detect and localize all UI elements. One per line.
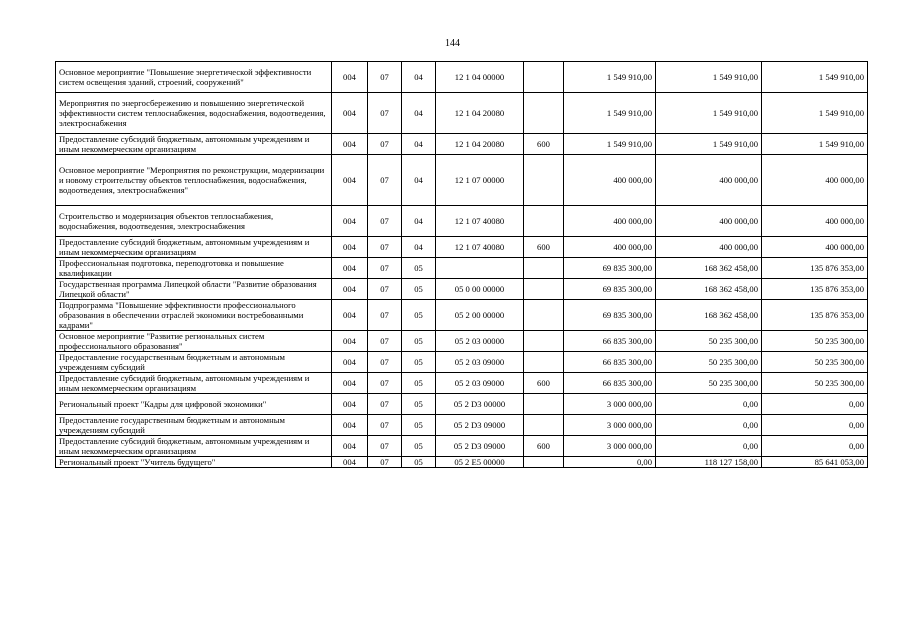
cell-section: 07: [368, 373, 402, 394]
cell-sum-2: 168 362 458,00: [656, 300, 762, 331]
cell-sum-2: 50 235 300,00: [656, 373, 762, 394]
cell-sum-2: 0,00: [656, 436, 762, 457]
cell-target-article: 05 2 D3 09000: [436, 415, 524, 436]
cell-subsection: 05: [402, 331, 436, 352]
cell-sum-2: 0,00: [656, 415, 762, 436]
cell-expense-type: 600: [524, 436, 564, 457]
cell-expense-type: [524, 93, 564, 134]
cell-target-article: 05 2 03 00000: [436, 331, 524, 352]
cell-sum-1: 69 835 300,00: [564, 258, 656, 279]
table-row: [56, 373, 868, 394]
cell-name: Предоставление субсидий бюджетным, автономным учреждениям и иным некоммерческим организациям: [56, 237, 332, 258]
table-row: [56, 62, 868, 93]
cell-target-article: [436, 258, 524, 279]
cell-expense-type: [524, 415, 564, 436]
cell-section: 07: [368, 394, 402, 415]
cell-target-article: 05 2 E5 00000: [436, 457, 524, 468]
cell-sum-2: 1 549 910,00: [656, 134, 762, 155]
table-row: [56, 237, 868, 258]
table-row: [56, 93, 868, 134]
cell-sum-3: 400 000,00: [762, 206, 868, 237]
cell-grbs: 004: [332, 206, 368, 237]
cell-name: Основное мероприятие "Мероприятия по реконструкции, модернизации и новому строительству объектов теплоснабжения, водоснабжения, водоотведения, электроснабжения": [56, 155, 332, 206]
cell-sum-3: 0,00: [762, 394, 868, 415]
cell-target-article: 05 2 03 09000: [436, 352, 524, 373]
table-row: [56, 394, 868, 415]
cell-target-article: 05 0 00 00000: [436, 279, 524, 300]
table-row: [56, 155, 868, 206]
cell-grbs: 004: [332, 237, 368, 258]
cell-sum-3: 50 235 300,00: [762, 331, 868, 352]
cell-target-article: 05 2 D3 00000: [436, 394, 524, 415]
table-row: [56, 258, 868, 279]
cell-sum-3: 135 876 353,00: [762, 279, 868, 300]
cell-name: Основное мероприятие "Развитие региональных систем профессионального образования": [56, 331, 332, 352]
cell-sum-3: 400 000,00: [762, 155, 868, 206]
cell-name: Государственная программа Липецкой области "Развитие образования Липецкой области": [56, 279, 332, 300]
cell-name: Профессиональная подготовка, переподготовка и повышение квалификации: [56, 258, 332, 279]
cell-name: Региональный проект "Учитель будущего": [56, 457, 332, 468]
cell-grbs: 004: [332, 373, 368, 394]
cell-sum-1: 0,00: [564, 457, 656, 468]
cell-grbs: 004: [332, 436, 368, 457]
cell-expense-type: 600: [524, 237, 564, 258]
cell-grbs: 004: [332, 457, 368, 468]
cell-section: 07: [368, 93, 402, 134]
cell-sum-1: 1 549 910,00: [564, 62, 656, 93]
page-number: 144: [445, 38, 460, 49]
cell-name: Предоставление субсидий бюджетным, автономным учреждениям и иным некоммерческим организациям: [56, 373, 332, 394]
cell-sum-3: 85 641 053,00: [762, 457, 868, 468]
cell-subsection: 04: [402, 206, 436, 237]
cell-subsection: 04: [402, 93, 436, 134]
table-row: [56, 134, 868, 155]
cell-subsection: 04: [402, 237, 436, 258]
cell-section: 07: [368, 258, 402, 279]
cell-sum-1: 3 000 000,00: [564, 415, 656, 436]
cell-grbs: 004: [332, 394, 368, 415]
cell-sum-1: 66 835 300,00: [564, 352, 656, 373]
cell-section: 07: [368, 279, 402, 300]
cell-target-article: 05 2 00 00000: [436, 300, 524, 331]
cell-name: Предоставление государственным бюджетным и автономным учреждениям субсидий: [56, 415, 332, 436]
cell-section: 07: [368, 352, 402, 373]
cell-sum-1: 66 835 300,00: [564, 373, 656, 394]
cell-target-article: 05 2 03 09000: [436, 373, 524, 394]
table-body: [56, 62, 868, 468]
cell-sum-2: 168 362 458,00: [656, 258, 762, 279]
table-row: [56, 331, 868, 352]
cell-sum-2: 168 362 458,00: [656, 279, 762, 300]
cell-target-article: 12 1 04 20080: [436, 134, 524, 155]
cell-grbs: 004: [332, 352, 368, 373]
cell-expense-type: [524, 300, 564, 331]
budget-table: [55, 61, 868, 468]
cell-sum-3: 135 876 353,00: [762, 258, 868, 279]
table-row: [56, 206, 868, 237]
cell-expense-type: [524, 258, 564, 279]
cell-sum-3: 400 000,00: [762, 237, 868, 258]
cell-subsection: 04: [402, 62, 436, 93]
cell-sum-3: 0,00: [762, 436, 868, 457]
cell-name: Основное мероприятие "Повышение энергетической эффективности систем освещения зданий, строений, сооружений": [56, 62, 332, 93]
cell-section: 07: [368, 155, 402, 206]
cell-grbs: 004: [332, 93, 368, 134]
cell-sum-2: 118 127 158,00: [656, 457, 762, 468]
cell-expense-type: [524, 394, 564, 415]
cell-subsection: 05: [402, 457, 436, 468]
cell-sum-1: 66 835 300,00: [564, 331, 656, 352]
cell-expense-type: [524, 331, 564, 352]
cell-target-article: 12 1 07 40080: [436, 237, 524, 258]
cell-sum-2: 50 235 300,00: [656, 331, 762, 352]
cell-section: 07: [368, 415, 402, 436]
cell-expense-type: [524, 155, 564, 206]
cell-expense-type: [524, 62, 564, 93]
table-row: [56, 279, 868, 300]
cell-sum-1: 3 000 000,00: [564, 394, 656, 415]
cell-grbs: 004: [332, 62, 368, 93]
cell-sum-1: 3 000 000,00: [564, 436, 656, 457]
cell-section: 07: [368, 300, 402, 331]
cell-sum-3: 135 876 353,00: [762, 300, 868, 331]
cell-sum-1: 69 835 300,00: [564, 300, 656, 331]
cell-section: 07: [368, 134, 402, 155]
cell-sum-2: 1 549 910,00: [656, 62, 762, 93]
cell-name: Предоставление субсидий бюджетным, автономным учреждениям и иным некоммерческим организациям: [56, 436, 332, 457]
cell-target-article: 12 1 04 00000: [436, 62, 524, 93]
cell-expense-type: [524, 279, 564, 300]
cell-section: 07: [368, 237, 402, 258]
cell-expense-type: 600: [524, 134, 564, 155]
cell-section: 07: [368, 457, 402, 468]
cell-grbs: 004: [332, 300, 368, 331]
cell-sum-1: 1 549 910,00: [564, 93, 656, 134]
cell-subsection: 05: [402, 373, 436, 394]
cell-grbs: 004: [332, 331, 368, 352]
cell-expense-type: [524, 457, 564, 468]
cell-target-article: 12 1 07 00000: [436, 155, 524, 206]
cell-sum-3: 1 549 910,00: [762, 134, 868, 155]
cell-sum-3: 0,00: [762, 415, 868, 436]
cell-grbs: 004: [332, 415, 368, 436]
cell-subsection: 05: [402, 415, 436, 436]
cell-sum-1: 1 549 910,00: [564, 134, 656, 155]
cell-section: 07: [368, 331, 402, 352]
cell-target-article: 05 2 D3 09000: [436, 436, 524, 457]
cell-subsection: 04: [402, 155, 436, 206]
cell-sum-2: 400 000,00: [656, 237, 762, 258]
cell-section: 07: [368, 436, 402, 457]
table-row: [56, 436, 868, 457]
cell-grbs: 004: [332, 258, 368, 279]
cell-name: Региональный проект "Кадры для цифровой экономики": [56, 394, 332, 415]
cell-sum-2: 50 235 300,00: [656, 352, 762, 373]
cell-sum-3: 1 549 910,00: [762, 93, 868, 134]
cell-sum-2: 400 000,00: [656, 155, 762, 206]
cell-sum-3: 50 235 300,00: [762, 373, 868, 394]
table-row: [56, 457, 868, 468]
cell-grbs: 004: [332, 279, 368, 300]
cell-name: Подпрограмма "Повышение эффективности профессионального образования в обеспечении отраслей экономики востребованными кадрами": [56, 300, 332, 331]
cell-sum-2: 0,00: [656, 394, 762, 415]
cell-subsection: 05: [402, 279, 436, 300]
cell-sum-1: 400 000,00: [564, 155, 656, 206]
cell-subsection: 05: [402, 258, 436, 279]
cell-name: Строительство и модернизация объектов теплоснабжения, водоснабжения, водоотведения, электроснабжения: [56, 206, 332, 237]
cell-section: 07: [368, 62, 402, 93]
cell-grbs: 004: [332, 155, 368, 206]
cell-sum-1: 400 000,00: [564, 237, 656, 258]
cell-subsection: 05: [402, 436, 436, 457]
cell-sum-2: 1 549 910,00: [656, 93, 762, 134]
cell-subsection: 05: [402, 394, 436, 415]
cell-target-article: 12 1 07 40080: [436, 206, 524, 237]
cell-sum-3: 1 549 910,00: [762, 62, 868, 93]
cell-grbs: 004: [332, 134, 368, 155]
cell-expense-type: [524, 352, 564, 373]
cell-expense-type: [524, 206, 564, 237]
cell-sum-1: 400 000,00: [564, 206, 656, 237]
cell-name: Предоставление субсидий бюджетным, автономным учреждениям и иным некоммерческим организациям: [56, 134, 332, 155]
cell-sum-2: 400 000,00: [656, 206, 762, 237]
cell-subsection: 05: [402, 352, 436, 373]
cell-section: 07: [368, 206, 402, 237]
table-row: [56, 352, 868, 373]
table-row: [56, 300, 868, 331]
table-row: [56, 415, 868, 436]
cell-subsection: 05: [402, 300, 436, 331]
cell-name: Предоставление государственным бюджетным и автономным учреждениям субсидий: [56, 352, 332, 373]
cell-expense-type: 600: [524, 373, 564, 394]
cell-name: Мероприятия по энергосбережению и повышению энергетической эффективности систем теплоснабжения, водоснабжения, водоотведения, электроснабжения: [56, 93, 332, 134]
cell-sum-3: 50 235 300,00: [762, 352, 868, 373]
cell-sum-1: 69 835 300,00: [564, 279, 656, 300]
cell-target-article: 12 1 04 20080: [436, 93, 524, 134]
cell-subsection: 04: [402, 134, 436, 155]
